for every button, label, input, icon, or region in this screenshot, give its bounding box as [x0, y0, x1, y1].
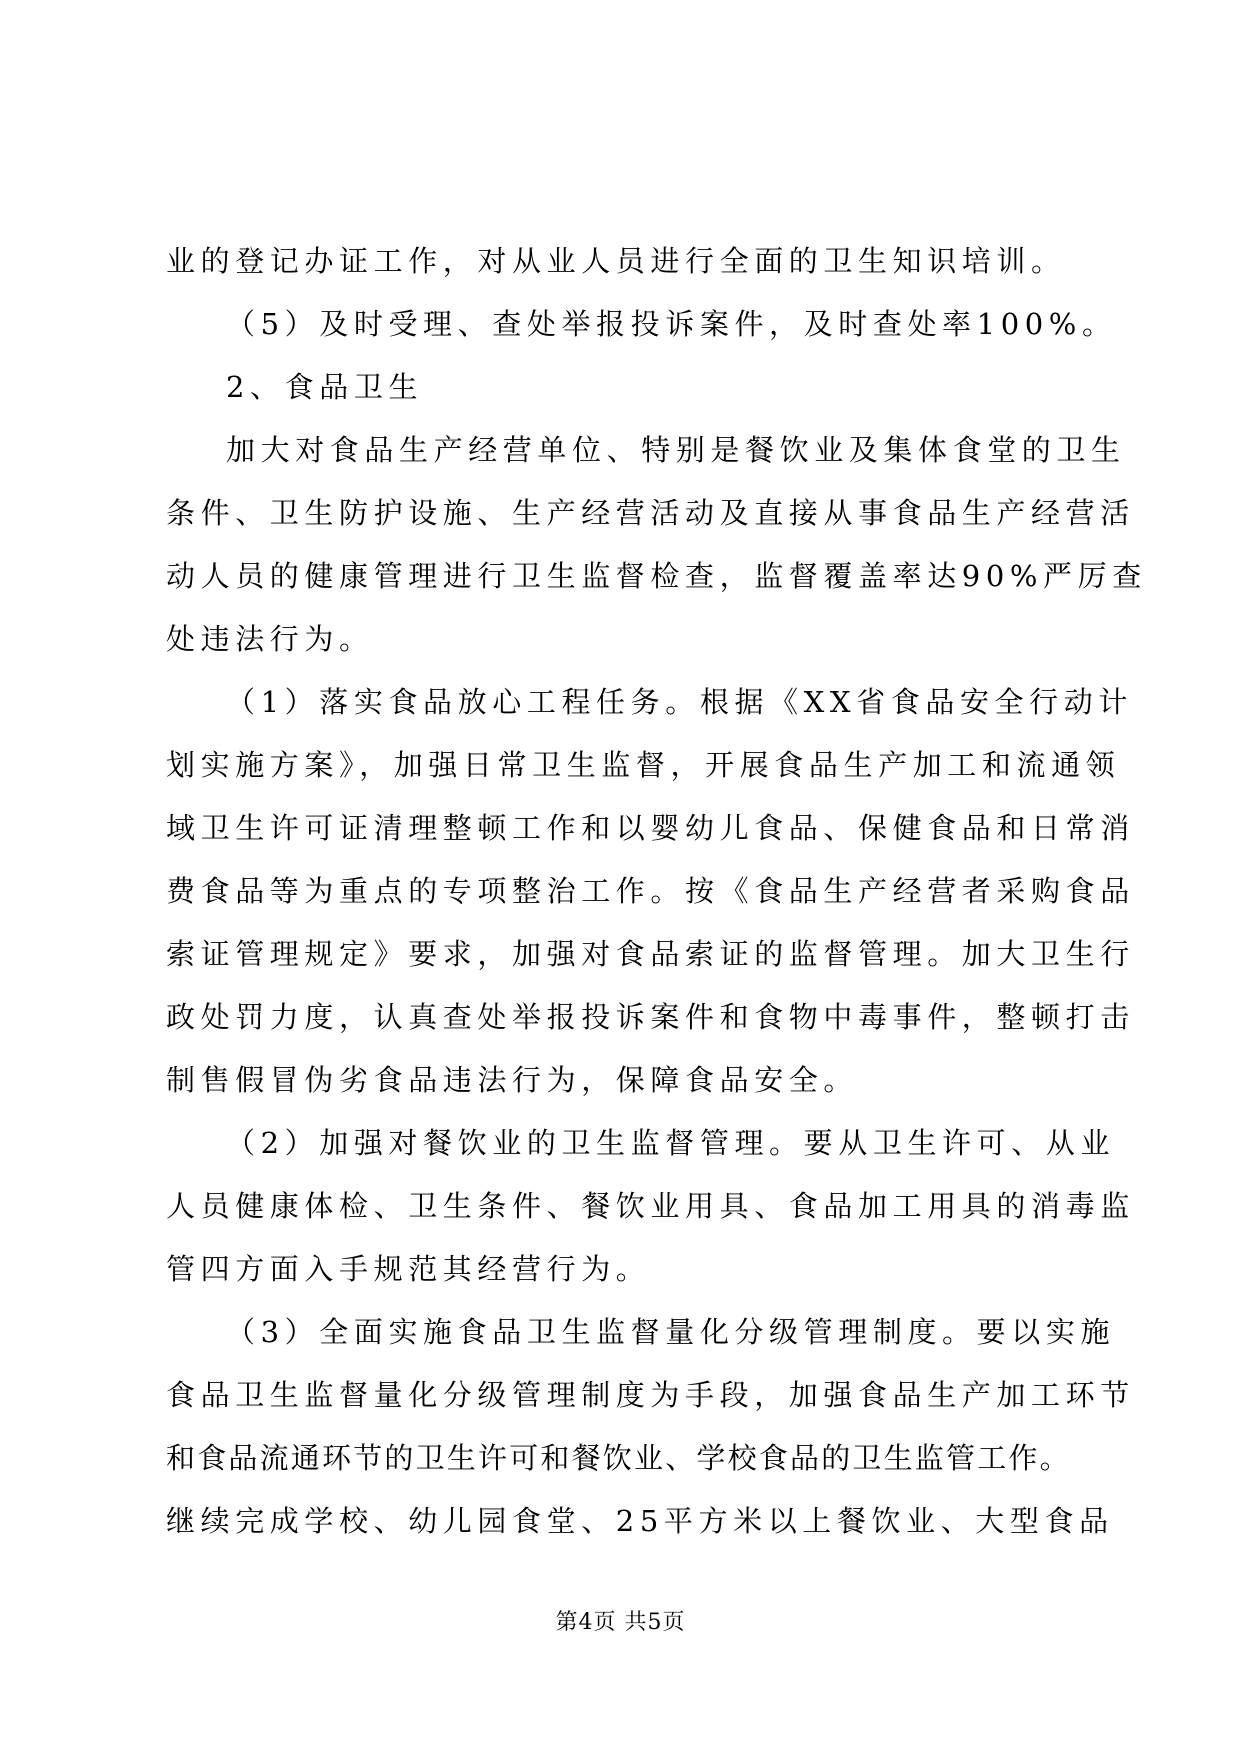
document-body	[166, 230, 1147, 1553]
text-line: （1）落实食品放心工程任务。根据《XX省食品安全行动计	[226, 685, 1133, 719]
text-line: 业的登记办证工作，对从业人员进行全面的卫生知识培训。	[166, 244, 1066, 278]
text-line: 域卫生许可证清理整顿工作和以婴幼儿食品、保健食品和日常消	[166, 811, 1135, 845]
text-line: （5）及时受理、查处举报投诉案件，及时查处率100%。	[226, 307, 1117, 341]
text-line: 管四方面入手规范其经营行为。	[166, 1252, 651, 1286]
text-line: 加大对食品生产经营单位、特别是餐饮业及集体食堂的卫生	[226, 433, 1126, 467]
text-line: （2）加强对餐饮业的卫生监督管理。要从卫生许可、从业	[226, 1126, 1116, 1160]
text-line: 政处罚力度，认真查处举报投诉案件和食物中毒事件，整顿打击	[166, 1000, 1135, 1034]
text-line: 费食品等为重点的专项整治工作。按《食品生产经营者采购食品	[166, 874, 1135, 908]
text-line: 制售假冒伪劣食品违法行为，保障食品安全。	[166, 1063, 859, 1097]
text-line: 划实施方案》，加强日常卫生监督，开展食品生产加工和流通领	[166, 748, 1121, 782]
text-line: 继续完成学校、幼儿园食堂、25平方米以上餐饮业、大型食品	[166, 1504, 1114, 1538]
text-line: 动人员的健康管理进行卫生监督检查，监督覆盖率达90%严厉查	[166, 559, 1147, 593]
text-line: 食品卫生监督量化分级管理制度为手段，加强食品生产加工环节	[166, 1378, 1135, 1412]
section-heading: 2、食品卫生	[226, 370, 424, 404]
text-line: 处违法行为。	[166, 622, 374, 656]
text-line: 人员健康体检、卫生条件、餐饮业用具、食品加工用具的消毒监	[166, 1189, 1135, 1223]
text-line: （3）全面实施食品卫生监督量化分级管理制度。要以实施	[226, 1315, 1116, 1349]
text-line: 和食品流通环节的卫生许可和餐饮业、学校食品的卫生监管工作。	[166, 1441, 1071, 1475]
text-line: 索证管理规定》要求，加强对食品索证的监督管理。加大卫生行	[166, 937, 1135, 971]
page-number-footer: 第4页 共5页	[555, 1610, 686, 1635]
text-line: 条件、卫生防护设施、生产经营活动及直接从事食品生产经营活	[166, 496, 1135, 530]
